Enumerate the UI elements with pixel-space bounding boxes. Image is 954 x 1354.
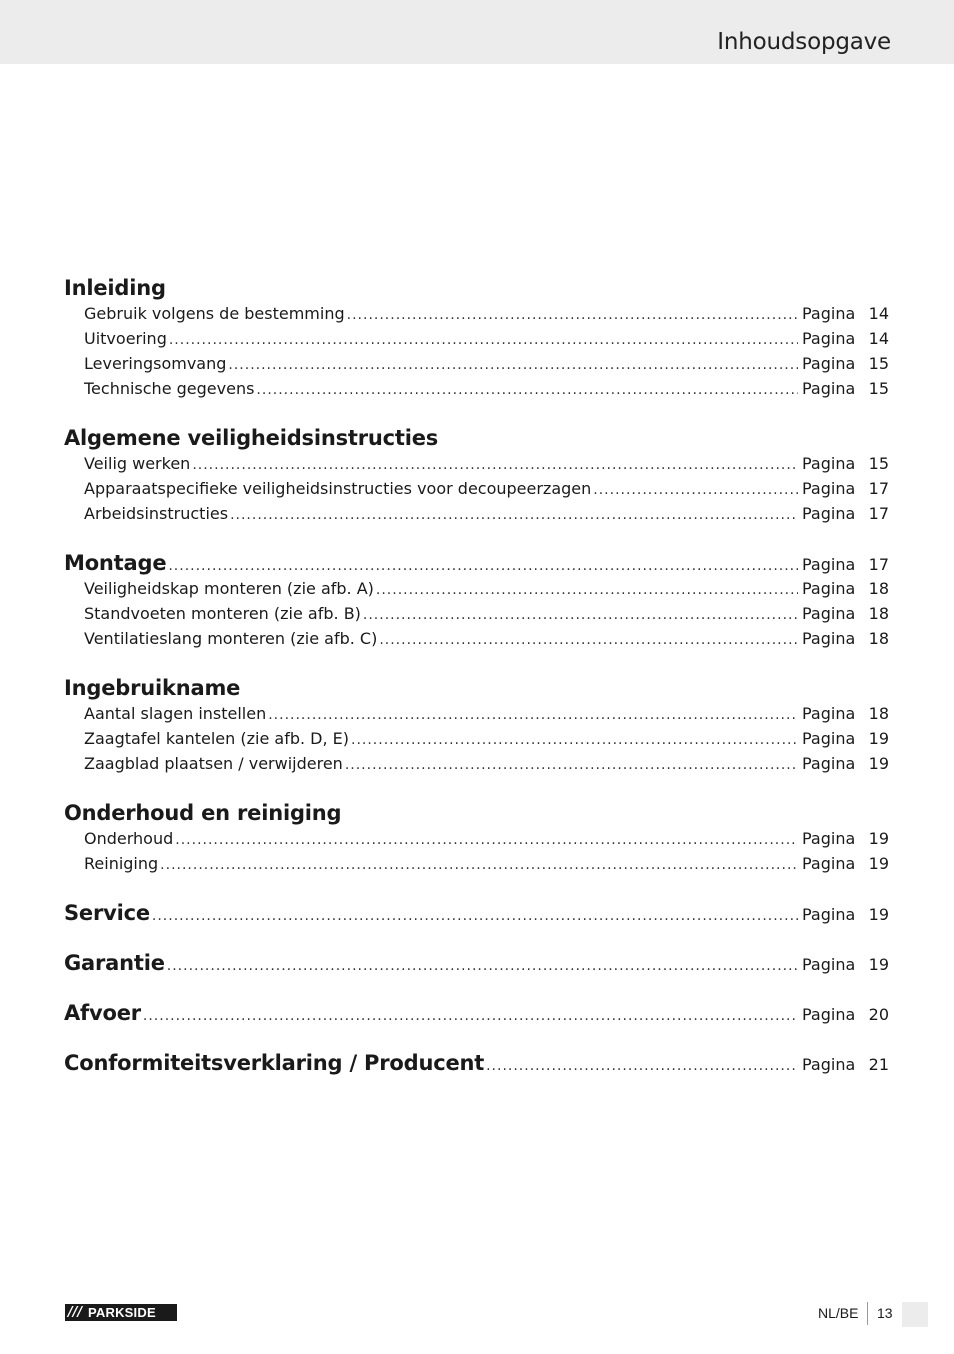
page-number: 14 xyxy=(868,304,889,323)
toc-entry-label: Zaagblad plaatsen / verwijderen xyxy=(84,754,343,773)
page-word: Pagina xyxy=(802,1005,856,1024)
toc-entry-label: Gebruik volgens de bestemming xyxy=(84,304,345,323)
page-word: Pagina xyxy=(802,704,856,723)
toc-entry[interactable] xyxy=(64,601,889,626)
page-number: 15 xyxy=(868,354,889,373)
page-word: Pagina xyxy=(802,579,856,598)
page-word: Pagina xyxy=(802,354,856,373)
page-number: 14 xyxy=(868,329,889,348)
logo-text: PARKSIDE xyxy=(88,1305,156,1320)
toc-entry-label: Technische gegevens xyxy=(84,379,255,398)
page-word: Pagina xyxy=(802,479,856,498)
toc-section-service[interactable] xyxy=(64,901,889,926)
page-word: Pagina xyxy=(802,629,856,648)
dot-leader xyxy=(228,353,798,378)
page-word: Pagina xyxy=(802,329,856,348)
page-number: 15 xyxy=(868,454,889,473)
page-number: 18 xyxy=(868,579,889,598)
section-heading-garantie: Garantie xyxy=(64,951,165,975)
dot-leader xyxy=(175,828,798,853)
page-word: Pagina xyxy=(802,829,856,848)
toc-section-afvoer[interactable] xyxy=(64,1001,889,1026)
dot-leader xyxy=(351,728,798,753)
section-heading-afvoer: Afvoer xyxy=(64,1001,141,1025)
section-heading-montage: Montage xyxy=(64,551,167,575)
section-heading-ingebruikname: Ingebruikname xyxy=(64,676,241,700)
section-heading-service: Service xyxy=(64,901,150,925)
page-word: Pagina xyxy=(802,754,856,773)
page-number: 19 xyxy=(868,905,889,924)
page-word: Pagina xyxy=(802,504,856,523)
page-word: Pagina xyxy=(802,379,856,398)
toc-section-garantie[interactable] xyxy=(64,951,889,976)
page-number: 19 xyxy=(868,829,889,848)
toc-entry[interactable] xyxy=(64,476,889,501)
dot-leader xyxy=(256,378,798,403)
dot-leader xyxy=(167,954,798,979)
toc-section-montage[interactable] xyxy=(64,551,889,576)
dot-leader xyxy=(347,303,798,328)
toc-entry-label: Ventilatieslang monteren (zie afb. C) xyxy=(84,629,378,648)
page-title: Inhoudsopgave xyxy=(717,29,891,55)
page-number: 20 xyxy=(868,1005,889,1024)
toc-entry[interactable] xyxy=(64,576,889,601)
page-number: 17 xyxy=(868,504,889,523)
language-code: NL/BE xyxy=(818,1305,859,1321)
toc-entry[interactable] xyxy=(64,726,889,751)
dot-leader xyxy=(593,478,798,503)
page-word: Pagina xyxy=(802,555,856,574)
logo-slashes-icon: /// xyxy=(68,1305,83,1320)
dot-leader xyxy=(268,703,798,728)
toc-section-conformiteitsverklaring[interactable] xyxy=(64,1051,889,1076)
section-heading-inleiding: Inleiding xyxy=(64,276,166,300)
page-number: 17 xyxy=(868,555,889,574)
toc-entry[interactable] xyxy=(64,326,889,351)
toc-entry-label: Standvoeten monteren (zie afb. B) xyxy=(84,604,361,623)
toc-entry-label: Veilig werken xyxy=(84,454,191,473)
toc-entry[interactable] xyxy=(64,751,889,776)
page-word: Pagina xyxy=(802,604,856,623)
section-heading-algemene-veiligheidsinstructies: Algemene veiligheidsinstructies xyxy=(64,426,439,450)
toc-entry[interactable] xyxy=(64,626,889,651)
dot-leader xyxy=(169,328,798,353)
toc-entry-label: Leveringsomvang xyxy=(84,354,227,373)
page-word: Pagina xyxy=(802,854,856,873)
footer-tab-marker xyxy=(902,1302,928,1327)
toc-entry[interactable] xyxy=(64,701,889,726)
dot-leader xyxy=(143,1004,798,1029)
page-word: Pagina xyxy=(802,905,856,924)
page-word: Pagina xyxy=(802,454,856,473)
toc-entry-label: Onderhoud xyxy=(84,829,174,848)
dot-leader xyxy=(152,904,798,929)
dot-leader xyxy=(192,453,798,478)
toc-entry[interactable] xyxy=(64,501,889,526)
page-word: Pagina xyxy=(802,729,856,748)
page-number-footer: 13 xyxy=(877,1305,893,1321)
dot-leader xyxy=(379,628,798,653)
footer-divider xyxy=(867,1302,868,1325)
page-number: 19 xyxy=(868,955,889,974)
page-number: 18 xyxy=(868,704,889,723)
section-heading-onderhoud-en-reiniging: Onderhoud en reiniging xyxy=(64,801,342,825)
toc-entry[interactable] xyxy=(64,826,889,851)
page-word: Pagina xyxy=(802,1055,856,1074)
toc-entry-label: Veiligheidskap monteren (zie afb. A) xyxy=(84,579,374,598)
page-number: 17 xyxy=(868,479,889,498)
page-number: 15 xyxy=(868,379,889,398)
page-number: 18 xyxy=(868,629,889,648)
page-number: 19 xyxy=(868,754,889,773)
section-heading-conformiteitsverklaring-producent: Conformiteitsverklaring / Producent xyxy=(64,1051,485,1075)
toc-entry[interactable] xyxy=(64,451,889,476)
page-number: 19 xyxy=(868,854,889,873)
toc-entry[interactable] xyxy=(64,351,889,376)
toc-entry-label: Zaagtafel kantelen (zie afb. D, E) xyxy=(84,729,349,748)
page-number: 19 xyxy=(868,729,889,748)
dot-leader xyxy=(345,753,798,778)
parkside-logo xyxy=(65,1304,177,1321)
toc-entry[interactable] xyxy=(64,376,889,401)
page-number: 21 xyxy=(868,1055,889,1074)
dot-leader xyxy=(230,503,798,528)
toc-entry-label: Apparaatspecifieke veiligheidsinstructies voor decoupeerzagen xyxy=(84,479,592,498)
toc-entry[interactable] xyxy=(64,851,889,876)
page-number: 18 xyxy=(868,604,889,623)
dot-leader xyxy=(160,853,798,878)
page-word: Pagina xyxy=(802,304,856,323)
table-of-contents xyxy=(64,276,889,1076)
toc-entry-label: Reiniging xyxy=(84,854,159,873)
dot-leader xyxy=(376,578,798,603)
toc-entry-label: Arbeidsinstructies xyxy=(84,504,229,523)
dot-leader xyxy=(486,1054,798,1079)
page-word: Pagina xyxy=(802,955,856,974)
toc-entry-label: Uitvoering xyxy=(84,329,167,348)
toc-entry-label: Aantal slagen instellen xyxy=(84,704,267,723)
dot-leader xyxy=(363,603,798,628)
toc-entry[interactable] xyxy=(64,301,889,326)
